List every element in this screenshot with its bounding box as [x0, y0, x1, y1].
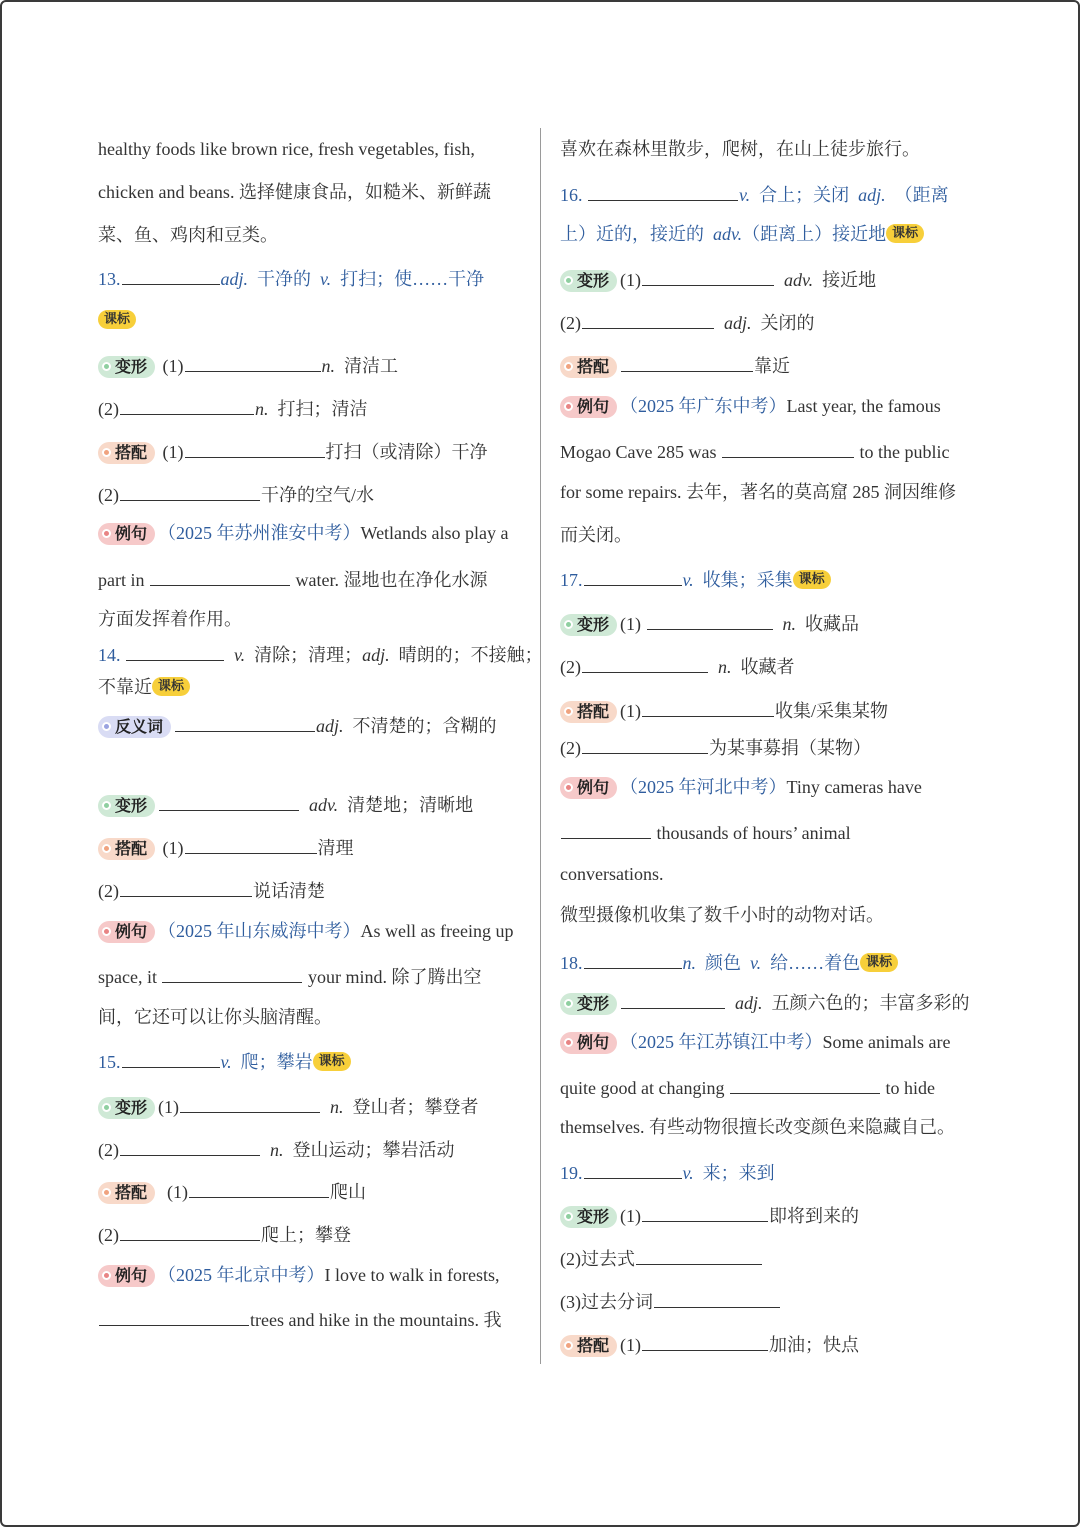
dot-icon — [564, 276, 573, 285]
entry-13-example-2: part in water. 湿地也在净化水源 — [98, 565, 487, 592]
variant-badge: 变形 — [98, 356, 155, 378]
entry-13-variant: 变形 (1) n. 清洁工 — [98, 351, 398, 378]
entry-15-collocation-2: (2) 爬上；攀登 — [98, 1220, 351, 1247]
dot-icon — [102, 927, 111, 936]
example-badge: 例句 — [98, 1265, 155, 1287]
entry-19: 19. v. 来；来到 — [560, 1158, 775, 1185]
example-badge: 例句 — [98, 523, 155, 545]
collocation-badge: 搭配 — [98, 838, 155, 860]
blank-input[interactable] — [642, 265, 774, 286]
blank-input[interactable] — [584, 948, 682, 969]
blank-input[interactable] — [722, 437, 854, 458]
entry-17-variant: 变形 (1) n. 收藏品 — [560, 609, 859, 636]
entry-18-example: 例句 （2025 年江苏镇江中考）Some animals are — [560, 1030, 950, 1054]
entry-17-collocation-2: (2) 为某事募捐（某物） — [560, 733, 871, 760]
blank-input[interactable] — [730, 1073, 880, 1094]
dot-icon — [564, 1341, 573, 1350]
entry-14-cont: 不靠近 课标 — [98, 675, 190, 699]
entry-14-antonym: 反义词 adj. 不清楚的；含糊的 — [98, 711, 497, 738]
blank-input[interactable] — [99, 1305, 249, 1326]
blank-input[interactable] — [647, 609, 773, 630]
column-divider — [540, 128, 541, 1364]
example-badge: 例句 — [98, 921, 155, 943]
entry-15-variant-2: (2) n. 登山运动；攀岩活动 — [98, 1135, 455, 1162]
blank-input[interactable] — [642, 1201, 768, 1222]
curriculum-tag: 课标 — [152, 677, 190, 696]
entry-16-variant-2: (2) adj. 关闭的 — [560, 308, 815, 335]
variant-badge: 变形 — [560, 614, 617, 636]
dot-icon — [102, 362, 111, 371]
collocation-badge: 搭配 — [98, 1182, 155, 1204]
entry-18: 18. n. 颜色 v. 给……着色 课标 — [560, 948, 898, 975]
entry-16-variant: 变形 (1) adv. 接近地 — [560, 265, 876, 292]
blank-input[interactable] — [126, 640, 224, 661]
text-line: 间，它还可以让你头脑清醒。 — [98, 1007, 332, 1027]
blank-input[interactable] — [584, 565, 682, 586]
blank-input[interactable] — [582, 308, 714, 329]
collocation-badge: 搭配 — [98, 442, 155, 464]
text-line: 喜欢在森林里散步，爬树，在山上徒步旅行。 — [560, 139, 920, 159]
blank-input[interactable] — [120, 1220, 260, 1241]
text-line: 方面发挥着作用。 — [98, 609, 242, 629]
dot-icon — [102, 844, 111, 853]
entry-13-collocation-2: (2) 干净的空气/水 — [98, 480, 374, 507]
blank-input[interactable] — [120, 394, 254, 415]
text-line: chicken and beans. 选择健康食品，如糙米、新鲜蔬 — [98, 182, 491, 202]
variant-badge: 变形 — [98, 1097, 155, 1119]
entry-16-cont: 上）近的，接近的 adv.（距离上）接近地 课标 — [560, 222, 924, 246]
entry-13-example: 例句 （2025 年苏州淮安中考）Wetlands also play a — [98, 521, 509, 545]
dot-icon — [564, 1212, 573, 1221]
variant-badge: 变形 — [98, 795, 155, 817]
blank-input[interactable] — [189, 1177, 329, 1198]
entry-17-example-2: thousands of hours’ animal — [560, 818, 851, 845]
collocation-badge: 搭配 — [560, 1335, 617, 1357]
blank-input[interactable] — [150, 565, 290, 586]
entry-15: 15. v. 爬；攀岩 课标 — [98, 1047, 351, 1074]
dot-icon — [102, 1188, 111, 1197]
entry-19-collocation: 搭配 (1) 加油；快点 — [560, 1330, 859, 1357]
blank-input[interactable] — [584, 1158, 682, 1179]
curriculum-tag: 课标 — [313, 1052, 351, 1071]
blank-input[interactable] — [159, 790, 299, 811]
entry-18-variant: 变形 adj. 五颜六色的；丰富多彩的 — [560, 988, 970, 1015]
blank-input[interactable] — [588, 180, 738, 201]
entry-14-collocation: 搭配 (1) 清理 — [98, 833, 354, 860]
entry-15-example: 例句 （2025 年北京中考）I love to walk in forests, — [98, 1263, 499, 1287]
dot-icon — [102, 529, 111, 538]
text-line: healthy foods like brown rice, fresh vegetables, fish, — [98, 139, 475, 159]
entry-16: 16. v. 合上；关闭 adj. （距离 — [560, 180, 949, 207]
blank-input[interactable] — [180, 1092, 320, 1113]
text-line: themselves. 有些动物很擅长改变颜色来隐藏自己。 — [560, 1117, 955, 1137]
blank-input[interactable] — [122, 264, 220, 285]
text-line: for some repairs. 去年，著名的莫高窟 285 洞因维修 — [560, 482, 956, 502]
entry-14: 14. v. 清除；清理；adj. 晴朗的；不接触； — [98, 640, 543, 667]
entry-15-example-2: trees and hike in the mountains. 我 — [98, 1305, 501, 1332]
entry-16-example-2: Mogao Cave 285 was to the public — [560, 437, 949, 464]
dot-icon — [102, 448, 111, 457]
entry-18-example-2: quite good at changing to hide — [560, 1073, 935, 1100]
entry-13: 13. adj. 干净的 v. 打扫；使……干净 — [98, 264, 484, 291]
variant-badge: 变形 — [560, 270, 617, 292]
blank-input[interactable] — [185, 437, 325, 458]
entry-13-variant-2: (2) n. 打扫；清洁 — [98, 394, 368, 421]
entry-19-variant-3: (3)过去分词 — [560, 1287, 781, 1314]
dot-icon — [102, 722, 111, 731]
dot-icon — [564, 999, 573, 1008]
entry-15-variant: 变形 (1) n. 登山者；攀登者 — [98, 1092, 479, 1119]
dot-icon — [564, 362, 573, 371]
entry-17-variant-2: (2) n. 收藏者 — [560, 652, 795, 679]
dot-icon — [564, 707, 573, 716]
blank-input[interactable] — [162, 962, 302, 983]
text-line: conversations. — [560, 864, 664, 884]
collocation-badge: 搭配 — [560, 701, 617, 723]
dot-icon — [564, 783, 573, 792]
blank-input[interactable] — [621, 988, 725, 1009]
blank-input[interactable] — [582, 733, 708, 754]
blank-input[interactable] — [120, 480, 260, 501]
example-badge: 例句 — [560, 396, 617, 418]
blank-input[interactable] — [636, 1244, 762, 1265]
entry-14-variant: 变形 adv. 清楚地；清晰地 — [98, 790, 473, 817]
variant-badge: 变形 — [560, 993, 617, 1015]
dot-icon — [102, 1271, 111, 1280]
entry-15-collocation: 搭配 (1) 爬山 — [98, 1177, 366, 1204]
dot-icon — [102, 801, 111, 810]
entry-17-collocation: 搭配 (1) 收集/采集某物 — [560, 696, 888, 723]
curriculum-tag: 课标 — [98, 310, 136, 329]
entry-16-collocation: 搭配 靠近 — [560, 351, 790, 378]
blank-input[interactable] — [185, 351, 321, 372]
blank-input[interactable] — [642, 1330, 768, 1351]
blank-input[interactable] — [185, 833, 317, 854]
entry-14-example-2: space, it your mind. 除了腾出空 — [98, 962, 481, 989]
blank-input[interactable] — [582, 652, 708, 673]
blank-input[interactable] — [120, 1135, 260, 1156]
entry-14-collocation-2: (2) 说话清楚 — [98, 876, 325, 903]
blank-input[interactable] — [561, 818, 651, 839]
entry-13-tag — [98, 308, 136, 332]
text-line: 微型摄像机收集了数千小时的动物对话。 — [560, 905, 884, 925]
collocation-badge: 搭配 — [560, 356, 617, 378]
entry-19-variant-2: (2)过去式 — [560, 1244, 763, 1271]
example-badge: 例句 — [560, 1032, 617, 1054]
entry-16-example: 例句 （2025 年广东中考）Last year, the famous — [560, 394, 941, 418]
dot-icon — [102, 1103, 111, 1112]
curriculum-tag: 课标 — [860, 953, 898, 972]
entry-19-variant: 变形 (1) 即将到来的 — [560, 1201, 859, 1228]
dot-icon — [564, 1038, 573, 1047]
example-badge: 例句 — [560, 777, 617, 799]
blank-input[interactable] — [122, 1047, 220, 1068]
curriculum-tag: 课标 — [886, 224, 924, 243]
entry-14-example: 例句 （2025 年山东威海中考）As well as freeing up — [98, 919, 513, 943]
dot-icon — [564, 402, 573, 411]
entry-17: 17. v. 收集；采集 课标 — [560, 565, 831, 592]
blank-input[interactable] — [621, 351, 753, 372]
blank-input[interactable] — [642, 696, 774, 717]
text-line: 菜、鱼、鸡肉和豆类。 — [98, 225, 278, 245]
blank-input[interactable] — [175, 711, 315, 732]
entry-13-collocation: 搭配 (1) 打扫（或清除）干净 — [98, 437, 488, 464]
text-line: 而关闭。 — [560, 525, 632, 545]
blank-input[interactable] — [654, 1287, 780, 1308]
entry-17-example: 例句 （2025 年河北中考）Tiny cameras have — [560, 775, 922, 799]
curriculum-tag: 课标 — [793, 570, 831, 589]
blank-input[interactable] — [120, 876, 252, 897]
antonym-badge: 反义词 — [98, 716, 171, 738]
dot-icon — [564, 620, 573, 629]
variant-badge: 变形 — [560, 1206, 617, 1228]
